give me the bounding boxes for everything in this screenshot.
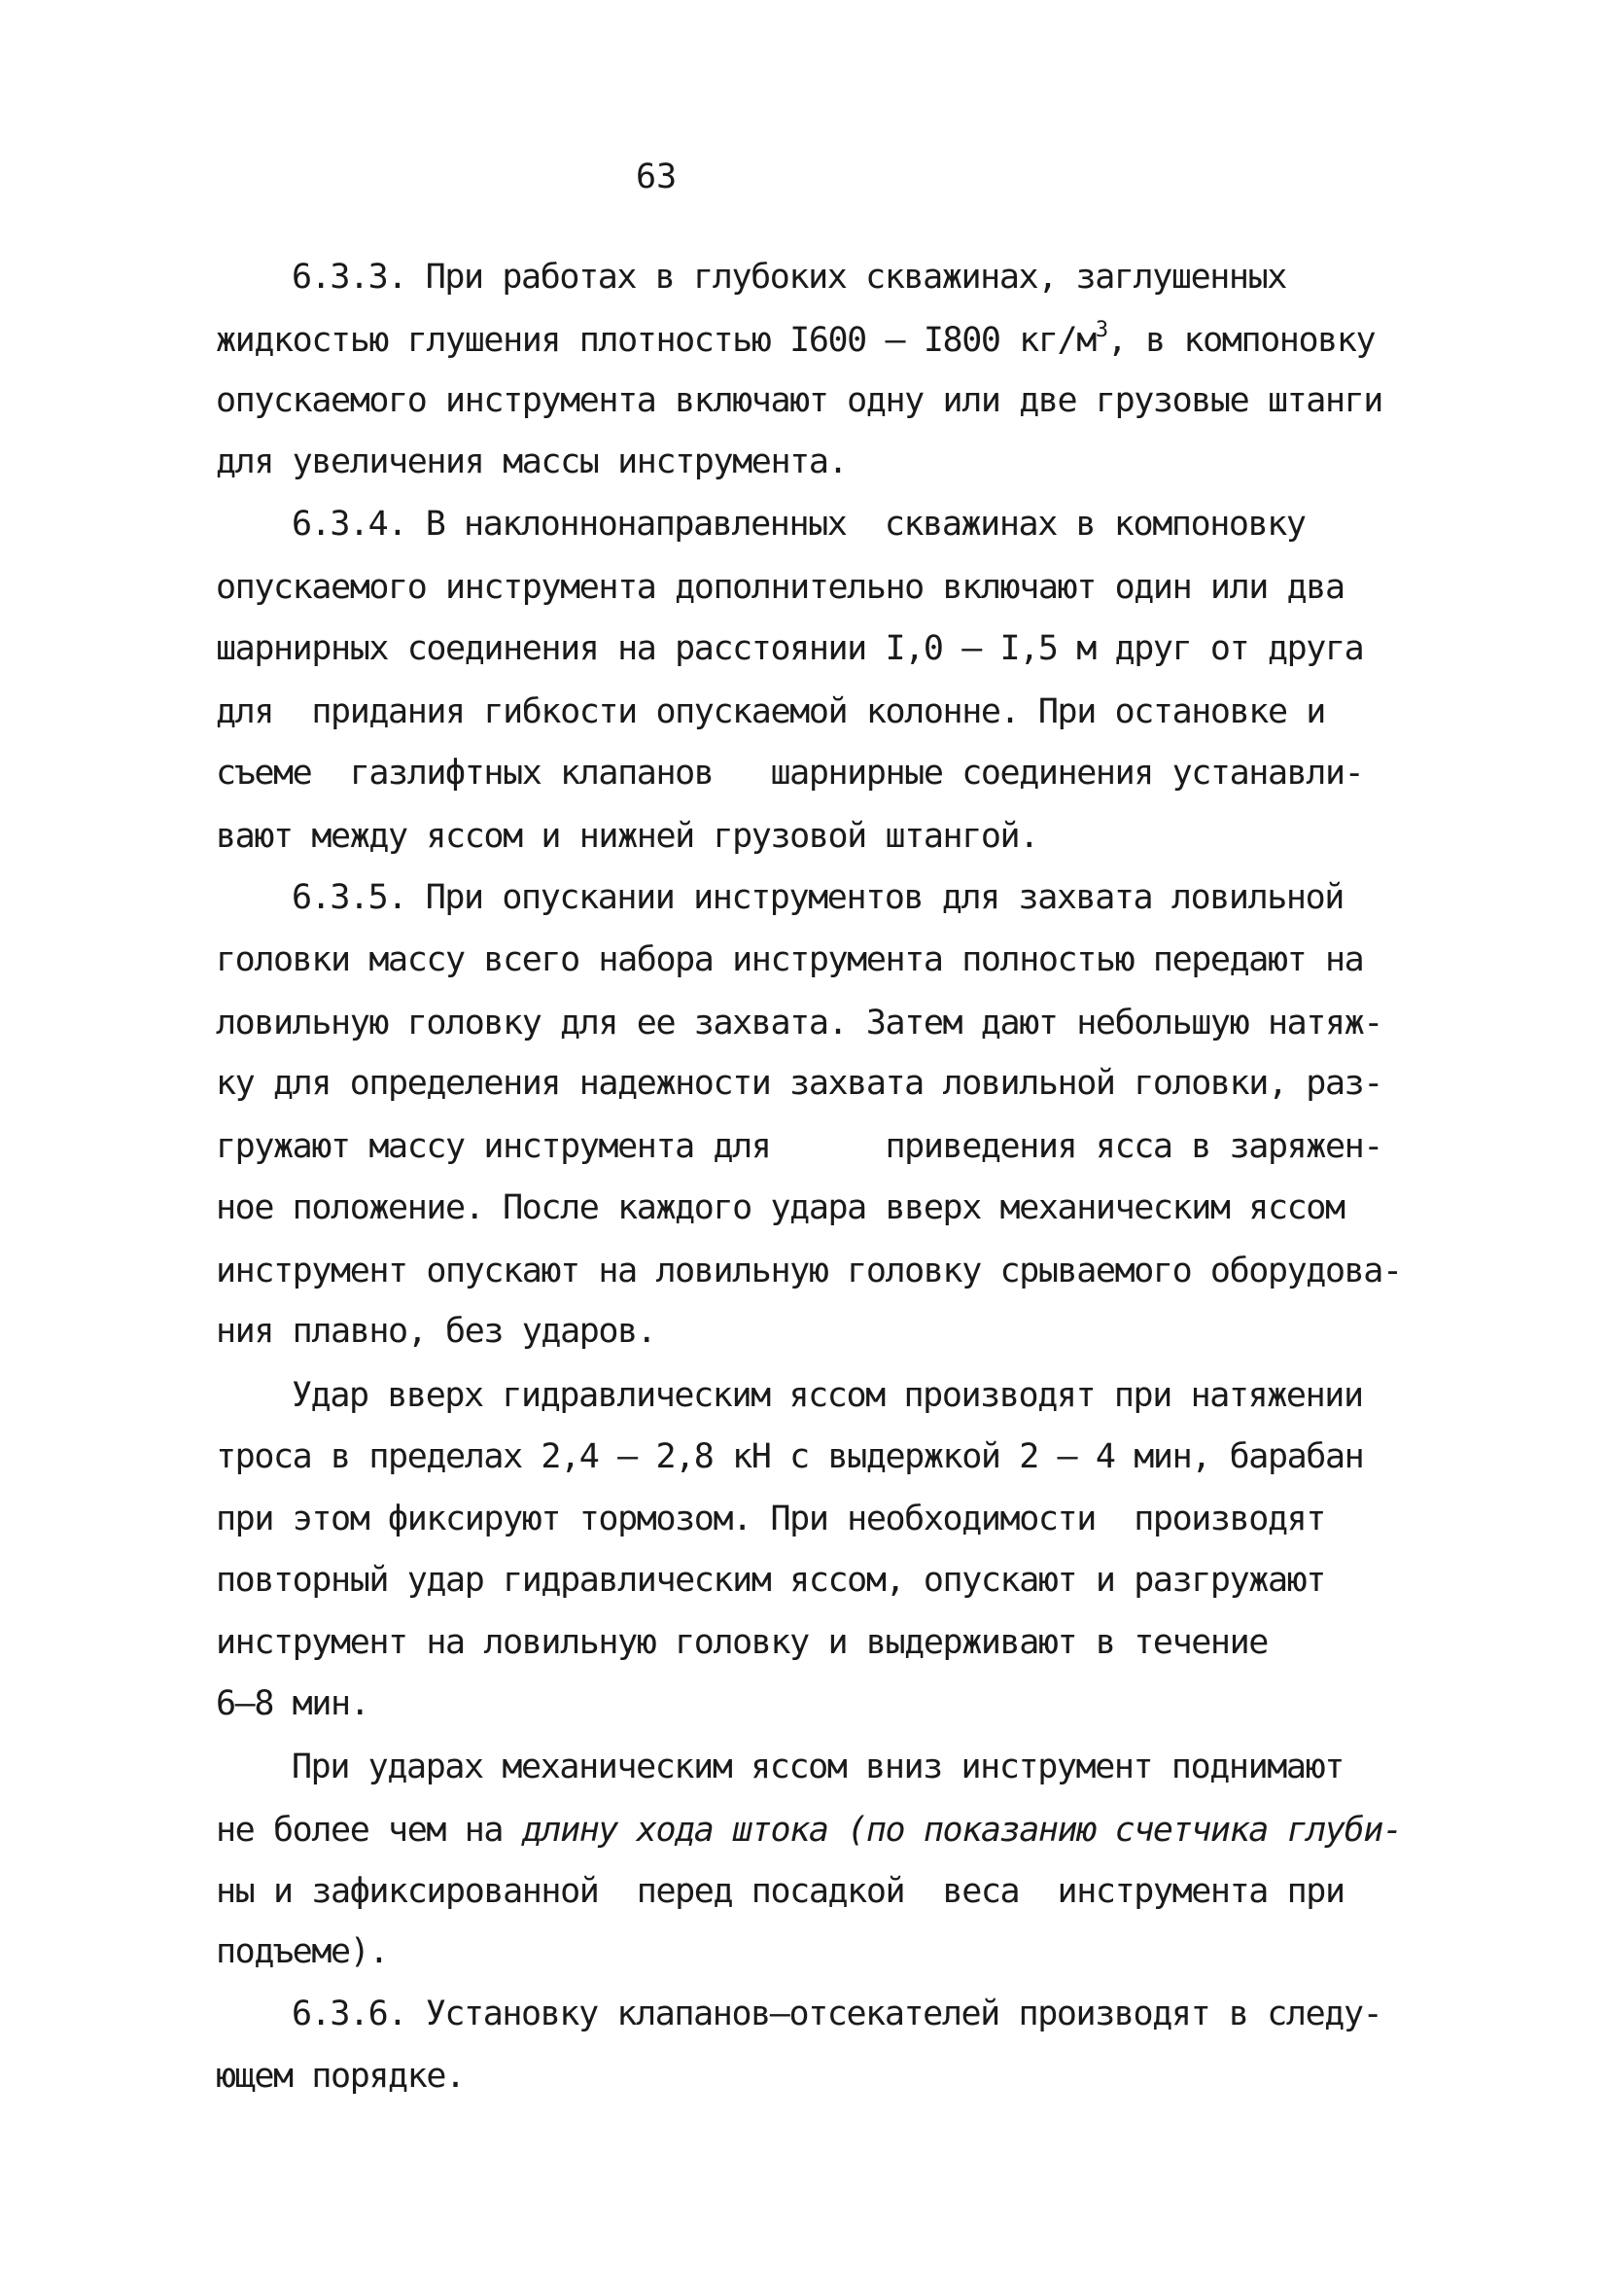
text-line: ное положение. После каждого удара вверх механическим яссом	[216, 1188, 1345, 1227]
text-line: троса в пределах 2,4 – 2,8 кН с выдержкой 2 – 4 мин, барабан	[216, 1437, 1364, 1476]
text-line: инструмент на ловильную головку и выдерживают в течение	[216, 1623, 1268, 1662]
text-line: вают между яссом и нижней грузовой штангой.	[216, 817, 1038, 856]
text-line: при этом фиксируют тормозом. При необходимости производят	[216, 1500, 1325, 1538]
text-line: для придания гибкости опускаемой колонне. При остановке и	[216, 692, 1325, 731]
text-line: для увеличения массы инструмента.	[216, 442, 848, 481]
text-line: опускаемого инструмента включают одну или две грузовые штанги	[216, 381, 1382, 420]
text-line: ловильную головку для ее захвата. Затем дают небольшую натяж-	[216, 1004, 1382, 1042]
text-line: инструмент опускают на ловильную головку срываемого оборудова-	[216, 1252, 1402, 1290]
text-line: 6.3.5. При опускании инструментов для захвата ловильной	[292, 878, 1344, 917]
text-line	[216, 1811, 1402, 1850]
text-line: головки массу всего набора инструмента полностью передают на	[216, 940, 1364, 979]
text-line: 6.3.3. При работах в глубоких скважинах, заглушенных	[292, 258, 1286, 297]
text-line: ющем порядке.	[216, 2057, 465, 2096]
text-line: опускаемого инструмента дополнительно включают один или два	[216, 568, 1345, 607]
text-line: 6.3.4. В наклоннонаправленных скважинах в компоновку	[292, 505, 1306, 544]
text-line	[216, 318, 1376, 360]
italic-text: длину хода штока (по показанию счетчика глуби-	[521, 1811, 1402, 1850]
text-line: гружают массу инструмента для приведения ясса в заряжен-	[216, 1127, 1382, 1166]
text-line: 6.3.6. Установку клапанов–отсекателей производят в следу-	[292, 1995, 1382, 2033]
text-fragment: жидкостью глушения плотностью I600 – I800 кг/м	[216, 321, 1096, 360]
text-fragment: , в компоновку	[1106, 321, 1376, 360]
page-number: 63	[636, 158, 678, 196]
text-line: повторный удар гидравлическим яссом, опускают и разгружают	[216, 1561, 1325, 1600]
text-line: При ударах механическим яссом вниз инструмент поднимают	[292, 1748, 1344, 1786]
text-line: шарнирных соединения на расстоянии I,0 – I,5 м друг от друга	[216, 629, 1364, 668]
text-line: Удар вверх гидравлическим яссом производят при натяжении	[292, 1376, 1363, 1415]
superscript: 3	[1095, 318, 1107, 343]
text-line: съеме газлифтных клапанов шарнирные соединения устанавли-	[216, 754, 1364, 793]
text-line: ку для определения надежности захвата ловильной головки, раз-	[216, 1064, 1382, 1103]
text-line: ния плавно, без ударов.	[216, 1312, 656, 1351]
text-fragment: не более чем на	[216, 1811, 522, 1850]
text-line: ны и зафиксированной перед посадкой веса инструмента при	[216, 1872, 1345, 1911]
text-line: 6–8 мин.	[216, 1684, 369, 1723]
text-line: подъеме).	[216, 1932, 389, 1971]
